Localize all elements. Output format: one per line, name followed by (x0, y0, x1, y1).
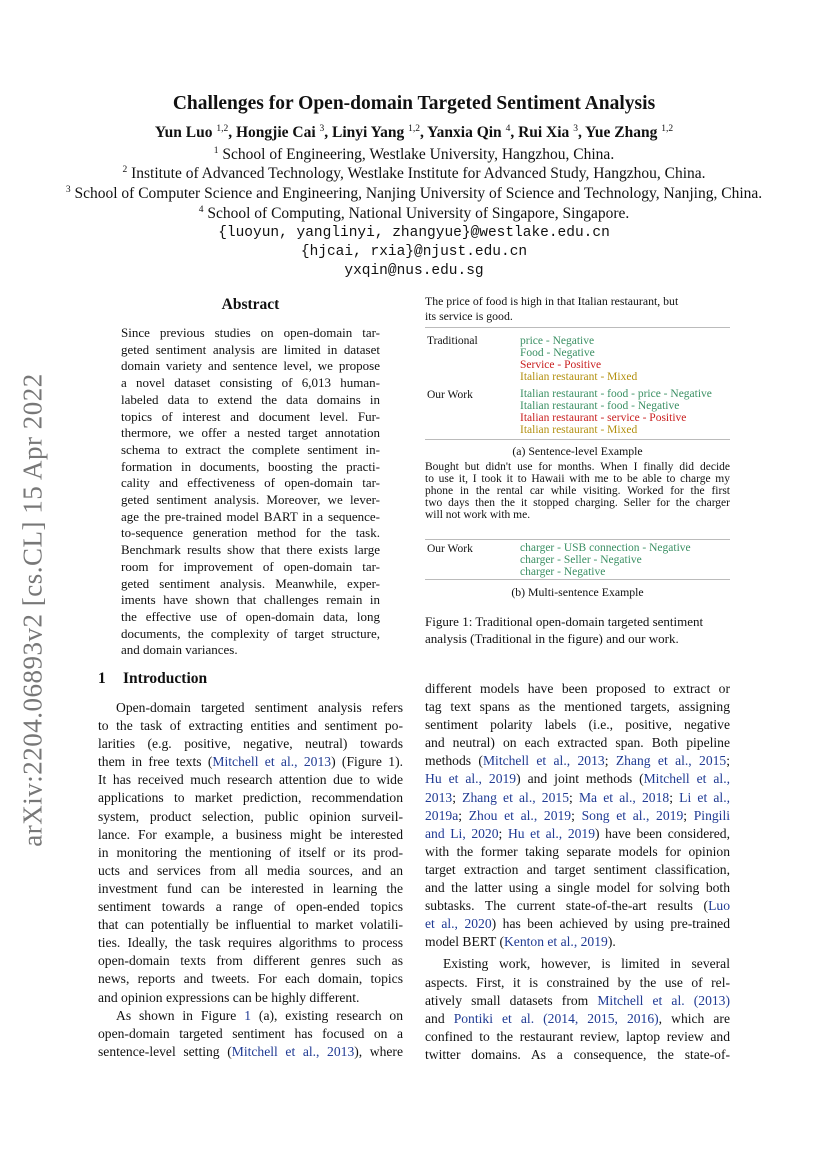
text-span: It has received much research attention due to wide (98, 772, 403, 788)
ourwork-annotations-b (520, 542, 691, 578)
abstract-line: and domain variances. (121, 642, 238, 658)
text-span: sentiment towards a range of open-ended topics (98, 899, 403, 915)
text-span: ; (498, 825, 508, 841)
text-span: ; (569, 789, 579, 805)
text-span: and the latter using a single model for solving both (425, 880, 730, 896)
citation-link[interactable]: Li et al., (679, 789, 730, 805)
citation-link[interactable]: Mitchell et al., 2013 (482, 753, 605, 769)
ourwork-label-b: Our Work (427, 543, 473, 555)
citation-link[interactable]: Song et al., 2019 (581, 807, 684, 823)
text-span: system, product selection, public opinion surveil- (98, 808, 403, 824)
citation-link[interactable]: 2019a (425, 807, 459, 823)
example-line: its service is good. (425, 309, 513, 324)
citation-link[interactable]: Hu et al., 2019 (507, 825, 596, 841)
text-line (98, 952, 403, 970)
text-line (425, 915, 730, 933)
caption-line: Figure 1: Traditional open-domain targeted sentiment (425, 614, 704, 629)
text-span: in monitoring the mentioning of itself or its prod- (98, 844, 403, 860)
arxiv-identifier: arXiv:2204.06893v2 [cs.CL] 15 Apr 2022 (17, 373, 48, 847)
text-span: model BERT ( (425, 934, 504, 950)
figure-divider (425, 327, 730, 328)
text-line (425, 897, 730, 915)
abstract-line: the effective use of open-domain data, long (121, 608, 380, 624)
text-line (98, 916, 403, 934)
author: Linyi Yang $^{1,2}$ (332, 124, 420, 142)
abstract-body (121, 325, 380, 659)
text-span: and opinion expressions can be highly different. (98, 989, 360, 1005)
text-line (98, 826, 403, 844)
text-span: (a), existing research on (251, 1007, 403, 1023)
text-span: ), where (354, 1043, 403, 1059)
text-line (98, 735, 403, 753)
text-span: and neutral) on each extracted span. Both pipeline (425, 735, 730, 751)
ourwork-label-a: Our Work (427, 389, 473, 401)
text-span: confined to the restaurant review, laptop review and (425, 1028, 730, 1044)
text-span: atively small datasets from (425, 992, 598, 1008)
citation-link[interactable]: et al., 2020 (425, 916, 492, 932)
citation-link[interactable]: Hu et al., 2019 (425, 771, 517, 787)
citation-link[interactable]: Mitchell et al. (2013) (597, 992, 730, 1008)
abstract-line: topics of interest and document level. Fur- (121, 408, 380, 424)
abstract-line: cality and effectiveness of open-domain tar- (121, 475, 380, 491)
text-span: aspects. First, it is constrained by the use of rel- (425, 974, 730, 990)
text-span: to the task of extracting entities and sentiment po- (98, 718, 403, 734)
figure-1 (425, 294, 730, 325)
text-line (425, 716, 730, 734)
author: Hongjie Cai $^3$ (235, 124, 325, 142)
text-span: applications to market prediction, recommendation (98, 790, 403, 806)
abstract-line: schema to extract the complete sentiment in- (121, 441, 380, 457)
text-span: tag text spans as the mentioned targets, assigning (425, 699, 730, 715)
abstract-line: domain variety and sentence level, we propose (121, 358, 380, 374)
text-span: Existing work, however, is limited in several (443, 956, 730, 972)
text-line (425, 698, 730, 716)
subcaption-a: (a) Sentence-level Example (512, 444, 643, 458)
abstract-line: documents, the complexity of target structure, (121, 625, 380, 641)
figure-example-b (425, 461, 730, 521)
text-line (98, 717, 403, 735)
abstract-line: geted sentiment analysis. Moreover, we lever- (121, 492, 380, 508)
text-line (98, 699, 403, 717)
text-line (98, 789, 403, 807)
text-span: subtasks. The current state-of-the-art results ( (425, 898, 709, 914)
text-span: different models have been proposed to extract or (425, 681, 730, 696)
text-span: ) has been achieved by using pre-trained (491, 916, 730, 932)
text-line (425, 1046, 730, 1064)
text-line (98, 771, 403, 789)
text-span: methods ( (425, 753, 483, 769)
abstract-line: iments have shown that challenges remain in (121, 592, 380, 608)
abstract-line: Since previous studies on open-domain tar- (121, 325, 380, 340)
citation-link[interactable]: and Li, 2020 (425, 825, 499, 841)
affiliation: $^3$ School of Computer Science and Engineering, Nanjing University of Science and Technology, Nanjing, China. (65, 185, 763, 203)
figure-divider (425, 539, 730, 540)
subcaption-b: (b) Multi-sentence Example (511, 585, 644, 599)
citation-link[interactable]: Zhou et al., 2019 (468, 807, 572, 823)
text-span: ). (607, 934, 616, 950)
paper-title: Challenges for Open-domain Targeted Sentiment Analysis (172, 93, 656, 114)
intro-column-left (98, 699, 403, 1061)
text-span: sentence-level setting ( (98, 1043, 232, 1059)
text-line (98, 970, 403, 988)
abstract-line: to-sequence generation method for the task. (121, 525, 380, 541)
abstract-line: age the pre-trained model BART in a sequence- (121, 508, 380, 524)
text-line (98, 862, 403, 880)
citation-link[interactable]: Luo (708, 898, 730, 914)
annotation-row: Italian restaurant - food - Negative (520, 400, 680, 412)
example-line: Bought but didn't use for months. When I finally did decide (425, 461, 730, 473)
abstract-line: formation in documents, boosting the practi- (121, 458, 380, 474)
text-span: open-domain targeted sentiment has focused on a (98, 1025, 403, 1041)
text-line (425, 770, 730, 788)
text-line (98, 880, 403, 898)
abstract-line: thermore, we offer a nested target annotation (121, 425, 380, 441)
text-line (425, 955, 730, 973)
figure-divider (425, 439, 730, 440)
annotation-row: price - Negative (520, 335, 595, 347)
citation-link[interactable]: Kenton et al., 2019 (503, 934, 608, 950)
citation-link[interactable]: Pingili (693, 807, 730, 823)
text-line (98, 934, 403, 952)
text-span: Open-domain targeted sentiment analysis refers (116, 700, 403, 715)
annotation-row: Italian restaurant - service - Positive (520, 412, 687, 424)
author: Yue Zhang $^{1,2}$ (585, 124, 674, 142)
text-line (425, 789, 730, 807)
example-line: to use it, I took it to Hawaii with me to be able to charge my (425, 473, 730, 485)
annotation-row: Italian restaurant - food - price - Negative (520, 388, 712, 400)
ourwork-annotations-a (520, 388, 712, 436)
text-span: ) have been considered, (595, 825, 730, 841)
text-span: ; (669, 789, 680, 805)
text-line (98, 898, 403, 916)
email-line: {hjcai, rxia}@njust.edu.cn (300, 244, 528, 260)
text-line (98, 844, 403, 862)
text-span: target extraction and target sentiment classification, (425, 861, 730, 877)
traditional-annotations (520, 335, 637, 383)
text-line (425, 680, 730, 698)
text-span: sentiment polarity labels (i.e., positive, negative (425, 717, 730, 733)
text-span: ; (726, 753, 731, 769)
citation-link[interactable]: Mitchell et al., 2013 (212, 754, 332, 770)
author: Rui Xia $^3$ (518, 124, 578, 142)
text-span: ; (683, 807, 694, 823)
text-span: As shown in Figure (116, 1007, 245, 1023)
text-line (425, 1010, 730, 1028)
text-line (98, 989, 403, 1007)
citation-link[interactable]: Zhang et al., 2015 (462, 789, 569, 805)
text-span: ; (452, 789, 463, 805)
example-line: The price of food is high in that Italian restaurant, but (425, 294, 679, 308)
figure-example-a (425, 294, 730, 325)
text-line (425, 752, 730, 770)
text-line (425, 861, 730, 879)
abstract-line: geted sentiment analysis. Meanwhile, exper- (121, 575, 380, 591)
abstract-line: geted sentiment analysis are limited in dataset (121, 341, 380, 357)
figure-divider (425, 579, 730, 580)
text-line (425, 807, 730, 825)
text-span: twitter domains. As a consequence, the state-of- (425, 1046, 730, 1062)
text-line (98, 753, 403, 771)
text-span: ; (458, 807, 469, 823)
annotation-row: charger - Seller - Negative (520, 554, 642, 566)
text-line (98, 1007, 403, 1025)
text-span: that can potentially be influential to market volatili- (98, 917, 403, 933)
text-line (425, 1028, 730, 1046)
abstract-line: Benchmark results show that there exists large (121, 542, 380, 558)
text-line (98, 1025, 403, 1043)
text-span: lance. For example, a business might be interested (98, 826, 403, 842)
citation-link[interactable]: 1 (244, 1007, 252, 1023)
author-list: Yun Luo $^{1,2}$, Hongjie Cai $^3$, Linyi Yang $^{1,2}$, Yanxia Qin $^4$, Rui Xia $^3$, Yue Zhang $^{1,2}$ (154, 124, 674, 142)
citation-link[interactable]: Mitchell et al., 2013 (231, 1043, 355, 1059)
annotation-row: Italian restaurant - Mixed (520, 424, 638, 436)
example-line: two days then the it stopped charging. Seller for the charger (425, 497, 730, 509)
annotation-row: Italian restaurant - Mixed (520, 371, 638, 383)
text-span: ucts and services from all media sources, and an (98, 862, 403, 878)
text-span: ; (571, 807, 582, 823)
text-line (425, 974, 730, 992)
example-line: will not work with me. (425, 509, 531, 521)
annotation-row: Food - Negative (520, 347, 595, 359)
citation-link[interactable]: Mitchell et al., (643, 771, 730, 787)
arxiv-sidebar (10, 365, 56, 855)
email-line: {luoyun, yanglinyi, zhangyue}@westlake.edu.cn (218, 225, 610, 241)
text-span: and (425, 1010, 454, 1026)
text-span: ; (604, 753, 616, 769)
text-span: , which are (658, 1010, 730, 1026)
text-span: them in free texts ( (98, 754, 213, 770)
abstract-line: a novel dataset consisting of 6,013 human- (121, 375, 380, 391)
text-span: news, reports and tweets. For each domain, topics (98, 971, 403, 987)
text-line (98, 1043, 403, 1061)
text-span: ) and joint methods ( (516, 771, 644, 787)
text-span: ) (Figure 1). (331, 754, 403, 770)
abstract-line: labeled data to extend the data domains in (121, 391, 380, 407)
email-line: yxqin@nus.edu.sg (344, 263, 484, 279)
intro-column-right (425, 680, 730, 1064)
caption-line: analysis (Traditional in the figure) and our work. (425, 631, 679, 646)
traditional-label: Traditional (427, 335, 478, 347)
annotation-row: Service - Positive (520, 359, 602, 371)
text-line (98, 808, 403, 826)
example-line: phone in the rental car while visiting. Worked for the first (425, 485, 730, 497)
author: Yanxia Qin $^4$ (427, 124, 511, 142)
annotation-row: charger - Negative (520, 566, 606, 578)
citation-link[interactable]: Pontiki et al. (2014, 2015, 2016) (453, 1010, 659, 1026)
citation-link[interactable]: Zhang et al., 2015 (615, 753, 727, 769)
figure-caption (425, 613, 730, 647)
text-line (425, 992, 730, 1010)
abstract-line: room for improvement of open-domain tar- (121, 558, 380, 574)
text-span: larities (e.g. positive, negative, neutral) towards (98, 736, 403, 752)
abstract-heading: Abstract (221, 296, 280, 313)
citation-link[interactable]: 2013 (425, 789, 453, 805)
text-line (425, 734, 730, 752)
affiliation: $^1$ School of Engineering, Westlake University, Hangzhou, China. (213, 146, 615, 164)
affiliation: $^2$ Institute of Advanced Technology, Westlake Institute for Advanced Study, Hangzhou, China. (122, 165, 706, 183)
affiliation: $^4$ School of Computing, National University of Singapore, Singapore. (198, 205, 630, 223)
section-heading: 1 Introduction (98, 670, 208, 687)
author: Yun Luo $^{1,2}$ (154, 124, 229, 142)
citation-link[interactable]: Ma et al., 2018 (578, 789, 670, 805)
text-span: with the former taking separate models for opinion (425, 843, 730, 859)
text-line (425, 933, 730, 951)
text-line (425, 879, 730, 897)
text-line (425, 843, 730, 861)
text-span: ties. Ideally, the task requires algorithms to process (98, 935, 403, 951)
text-span: investment fund can be interested in learning the (98, 880, 403, 896)
text-line (425, 825, 730, 843)
annotation-row: charger - USB connection - Negative (520, 542, 691, 554)
text-span: open-domain texts from different genres such as (98, 953, 403, 969)
